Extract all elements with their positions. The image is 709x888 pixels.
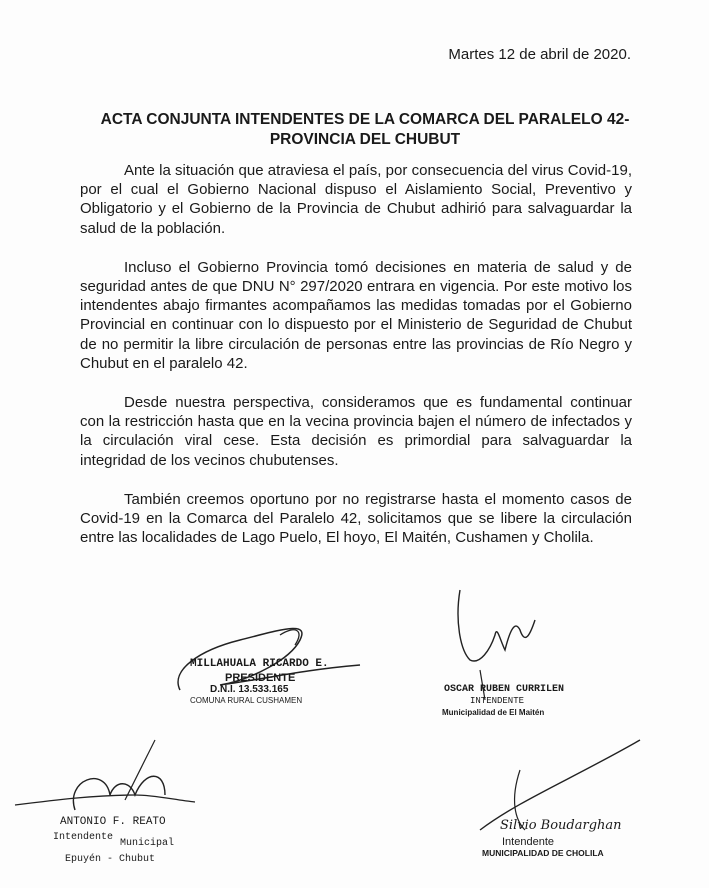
signature-block-epuyen bbox=[15, 740, 215, 880]
paragraph: Desde nuestra perspectiva, consideramos que es fundamental continuar con la restricción hasta que en la vecina provincia bajen el número de infectados y la circulación viral cese. Esta decisión es primordial para salvaguardar la integridad de los vecinos chubutenses. bbox=[80, 394, 632, 469]
signatory-org: COMUNA RURAL CUSHAMEN bbox=[190, 696, 303, 705]
signatory-dni: D.N.I. 13.533.165 bbox=[210, 684, 289, 695]
document-body bbox=[80, 161, 632, 567]
title-line-1: ACTA CONJUNTA INTENDENTES DE LA COMARCA DEL PARALELO 42- bbox=[100, 111, 630, 128]
signature-block-cushamen bbox=[160, 610, 380, 710]
signatory-org-line-1: Municipal bbox=[120, 838, 175, 849]
paragraph: Ante la situación que atraviesa el país, por consecuencia del virus Covid-19, por el cual el Gobierno Nacional dispuso el Aislamiento Social, Preventivo y Obligatorio y el Gobierno de la Provincia de Chubut adhirió para salvaguardar la salud de la población. bbox=[80, 162, 632, 237]
signatory-org-line-2: Epuyén - Chubut bbox=[65, 854, 156, 865]
signatory-name: MILLAHUALA RICARDO E. bbox=[190, 658, 329, 670]
signatory-role: INTENDENTE bbox=[470, 696, 525, 706]
signatory-org: Municipalidad de El Maitén bbox=[442, 708, 545, 717]
title-line-2: PROVINCIA DEL CHUBUT bbox=[269, 131, 461, 148]
paragraph: Incluso el Gobierno Provincia tomó decisiones en materia de salud y de seguridad antes de que DNU N° 297/2020 entrara en vigencia. Por este motivo los intendentes abajo firmantes acompañamos las medidas tomadas por el Gobierno Provincial en continuar con lo dispuesto por el Ministerio de Seguridad de Chubut de no permitir la libre circulación de personas entre las provincias de Río Negro y Chubut en el paralelo 42. bbox=[80, 258, 632, 372]
signatory-org: MUNICIPALIDAD DE CHOLILA bbox=[482, 848, 604, 858]
document-title bbox=[60, 110, 670, 150]
signatory-role: Intendente bbox=[53, 832, 114, 843]
signature-block-cholila bbox=[480, 740, 670, 870]
signatory-name: Silvio Boudarghan bbox=[500, 818, 622, 833]
paragraph: También creemos oportuno por no registrarse hasta el momento casos de Covid-19 en la Comarca del Paralelo 42, solicitamos que se libere la circulación entre las localidades de Lago Puelo, El hoyo, El Maitén, Cushamen y Cholila. bbox=[80, 490, 632, 547]
signature-block-maiten bbox=[440, 590, 600, 720]
signatory-name: OSCAR RUBEN CURRILEN bbox=[444, 684, 565, 695]
signatory-name: ANTONIO F. REATO bbox=[60, 816, 166, 828]
document-date: Martes 12 de abril de 2020. bbox=[448, 46, 631, 63]
signatory-role: PRESIDENTE bbox=[225, 672, 296, 684]
signatory-role: Intendente bbox=[502, 836, 554, 848]
